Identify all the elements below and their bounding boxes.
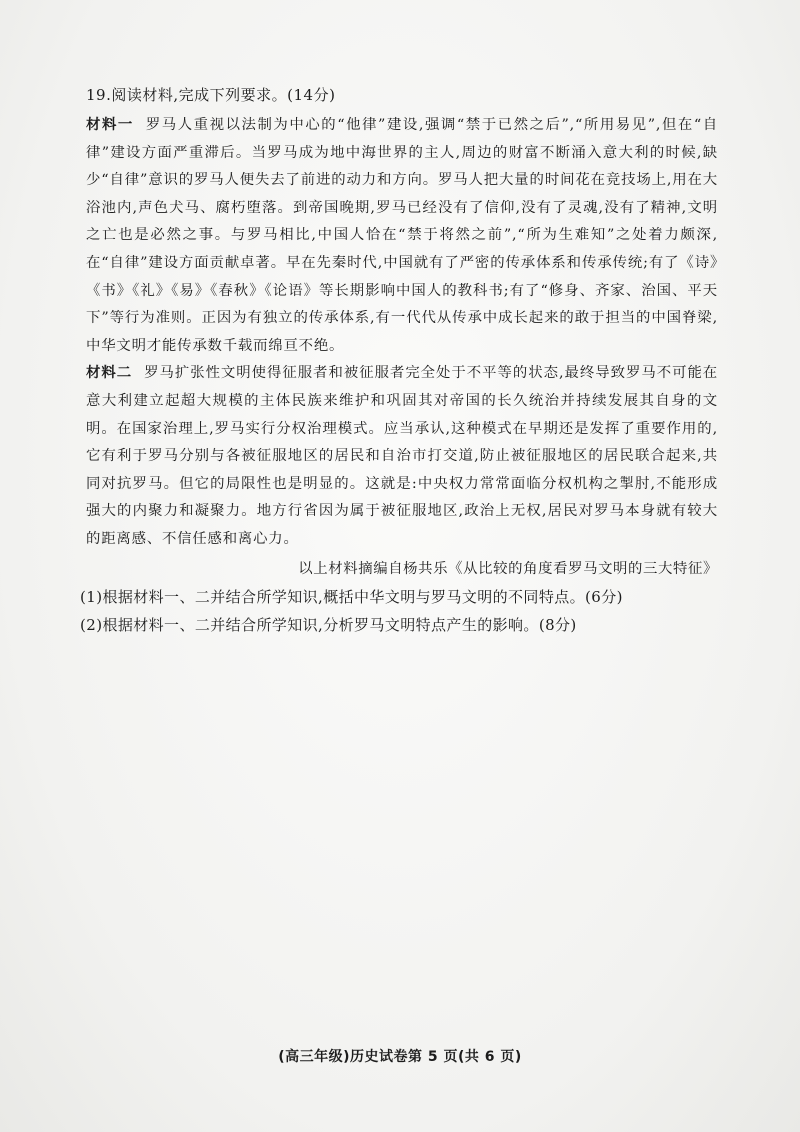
- sub-question-2: (2)根据材料一、二并结合所学知识,分析罗马文明特点产生的影响。(8分): [80, 615, 577, 634]
- material-one-label: 材料一: [86, 117, 134, 133]
- question-title: 19.阅读材料,完成下列要求。(14分): [86, 86, 336, 104]
- material-source: 以上材料摘编自杨共乐《从比较的角度看罗马文明的三大特征》: [298, 560, 718, 577]
- question-block: [80, 82, 718, 639]
- material-one-text: 罗马人重视以法制为中心的“他律”建设,强调“禁于已然之后”,“所用易见”,但在“自律”建设方面严重滞后。当罗马成为地中海世界的主人,周边的财富不断涌入意大利的时候,缺少“自律”意识的罗马人便失去了前进的动力和方向。罗马人把大量的时间花在竞技场上,用在大浴池内,声色犬马、腐朽堕落。到帝国晚期,罗马已经没有了信仰,没有了灵魂,没有了精神,文明之亡也是必然之事。与罗马相比,中国人恰在“禁于将然之前”,“所为生难知”之处着力颇深,在“自律”建设方面贡献卓著。早在先秦时代,中国就有了严密的传承体系和传承传统;有了《诗》《书》《礼》《易》《春秋》《论语》等长期影响中国人的教科书;有了“修身、齐家、治国、平天下”等行为准则。正因为有独立的传承体系,有一代代从传承中成长起来的敢于担当的中国脊梁,中华文明才能传承数千载而绵亘不绝。: [86, 117, 718, 354]
- sub-questions: [80, 583, 718, 639]
- material-two: [86, 360, 718, 553]
- material-two-label: 材料二: [86, 365, 133, 382]
- sub-question-1: (1)根据材料一、二并结合所学知识,概括中华文明与罗马文明的不同特点。(6分): [80, 587, 623, 606]
- page-footer: (高三年级)历史试卷第 5 页(共 6 页): [278, 1049, 522, 1065]
- material-two-text: 罗马扩张性文明使得征服者和被征服者完全处于不平等的状态,最终导致罗马不可能在意大利建立起超大规模的主体民族来维护和巩固其对帝国的长久统治并持续发展其自身的文明。在国家治理上,罗马实行分权治理模式。应当承认,这种模式在早期还是发挥了重要作用的,它有利于罗马分别与各被征服地区的居民和自治市打交道,防止被征服地区的居民联合起来,共同对抗罗马。但它的局限性也是明显的。这就是:中央权力常常面临分权机构之掣肘,不能形成强大的内聚力和凝聚力。地方行省因为属于被征服地区,政治上无权,居民对罗马本身就有较大的距离感、不信任感和离心力。: [86, 365, 718, 547]
- material-one: [86, 112, 718, 360]
